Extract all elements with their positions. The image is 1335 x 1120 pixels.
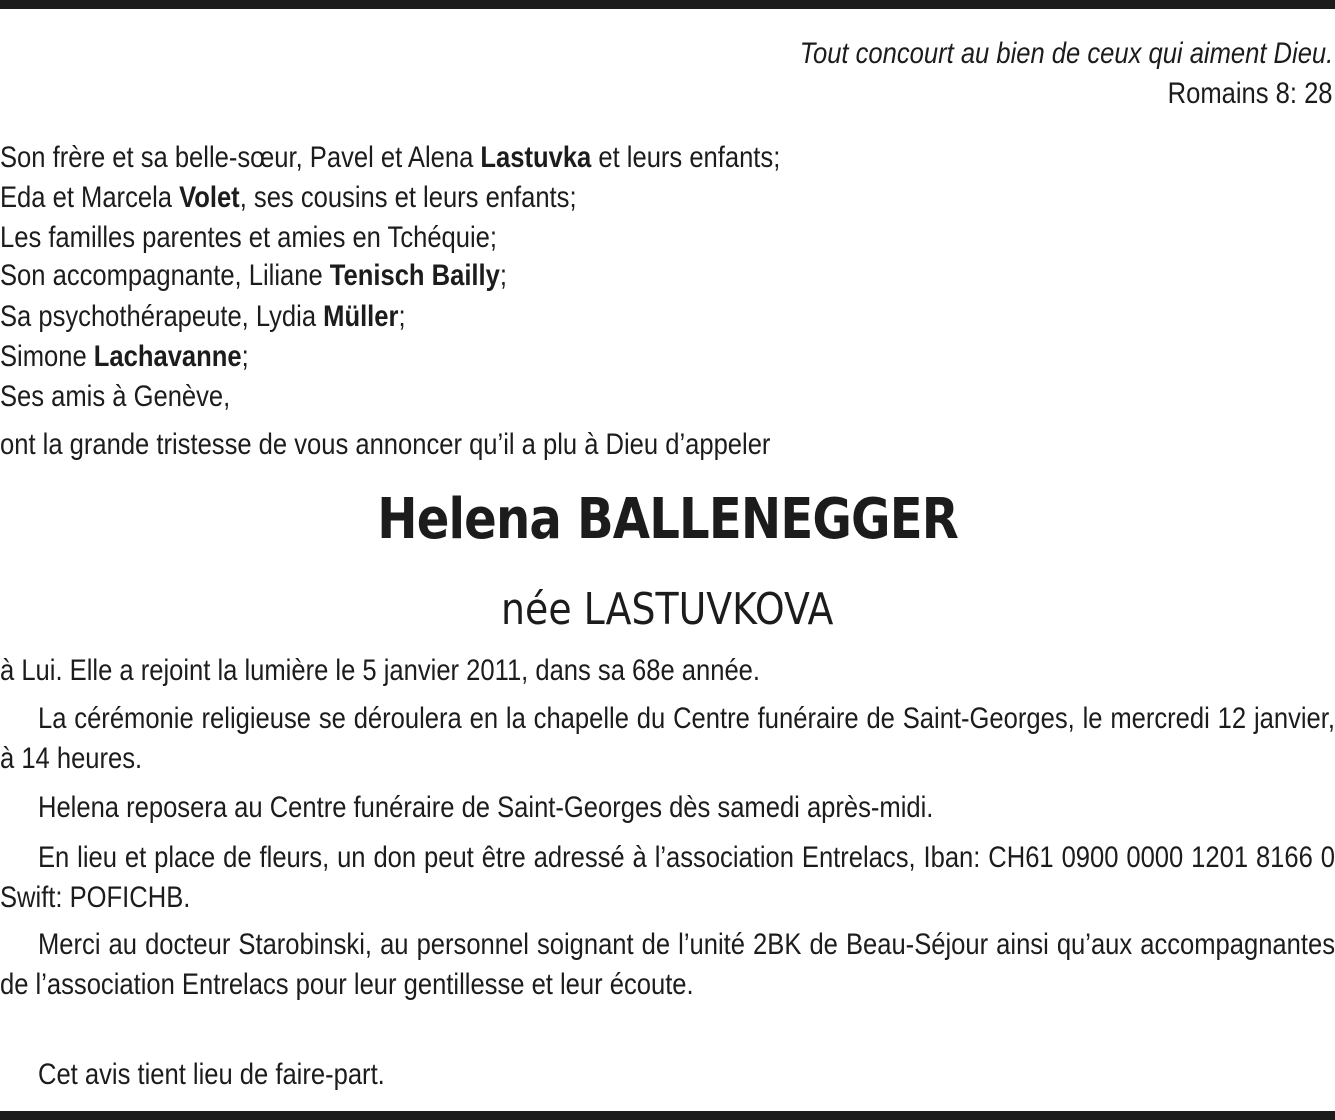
family-surname: Lachavanne	[93, 340, 242, 373]
bottom-border-rule	[0, 1111, 1335, 1120]
bible-verse-reference: Romains 8: 28	[1168, 77, 1333, 110]
family-line: Son frère et sa belle-sœur, Pavel et Alena Lastuvka et leurs enfants;	[0, 141, 781, 174]
thanks-paragraph: Merci au docteur Starobinski, au personnel soignant de l’unité 2BK de Beau-Séjour ainsi qu’aux accompagnantes de l’association Entrelacs pour leur gentillesse et leur écoute.	[0, 928, 1335, 1001]
family-line: Eda et Marcela Volet, ses cousins et leurs enfants;	[0, 181, 577, 214]
family-line: Les familles parentes et amies en Tchéquie;	[0, 221, 498, 254]
donation-paragraph: En lieu et place de fleurs, un don peut être adressé à l’association Entrelacs, Iban: CH61 0900 0000 1201 8166 0 Swift: POFICHB.	[0, 841, 1335, 914]
announcement-line: ont la grande tristesse de vous annoncer qu’il a plu à Dieu d’appeler	[0, 428, 771, 461]
family-surname: Volet	[179, 181, 240, 214]
closing-paragraph: Cet avis tient lieu de faire-part.	[37, 1058, 385, 1091]
family-line: Simone Lachavanne;	[0, 340, 249, 373]
bible-verse: Tout concourt au bien de ceux qui aiment Dieu.	[799, 37, 1333, 70]
ceremony-paragraph: La cérémonie religieuse se déroulera en la chapelle du Centre funéraire de Saint-Georges, le mercredi 12 janvier, à 14 heures.	[0, 702, 1335, 775]
family-line: Son accompagnante, Liliane Tenisch Bailly;	[0, 259, 507, 292]
deceased-name: Helena BALLENEGGER	[377, 487, 958, 552]
family-surname: Tenisch Bailly	[329, 259, 500, 292]
top-border-rule	[0, 0, 1335, 9]
family-line: Sa psychothérapeute, Lydia Müller;	[0, 300, 406, 333]
family-surname: Müller	[323, 300, 399, 333]
rest-paragraph: Helena reposera au Centre funéraire de Saint-Georges dès samedi après-midi.	[37, 791, 934, 824]
death-date-paragraph: à Lui. Elle a rejoint la lumière le 5 janvier 2011, dans sa 68e année.	[0, 654, 761, 687]
family-line: Ses amis à Genève,	[0, 380, 231, 413]
maiden-name: née LASTUVKOVA	[501, 584, 834, 635]
family-surname: Lastuvka	[480, 141, 592, 174]
